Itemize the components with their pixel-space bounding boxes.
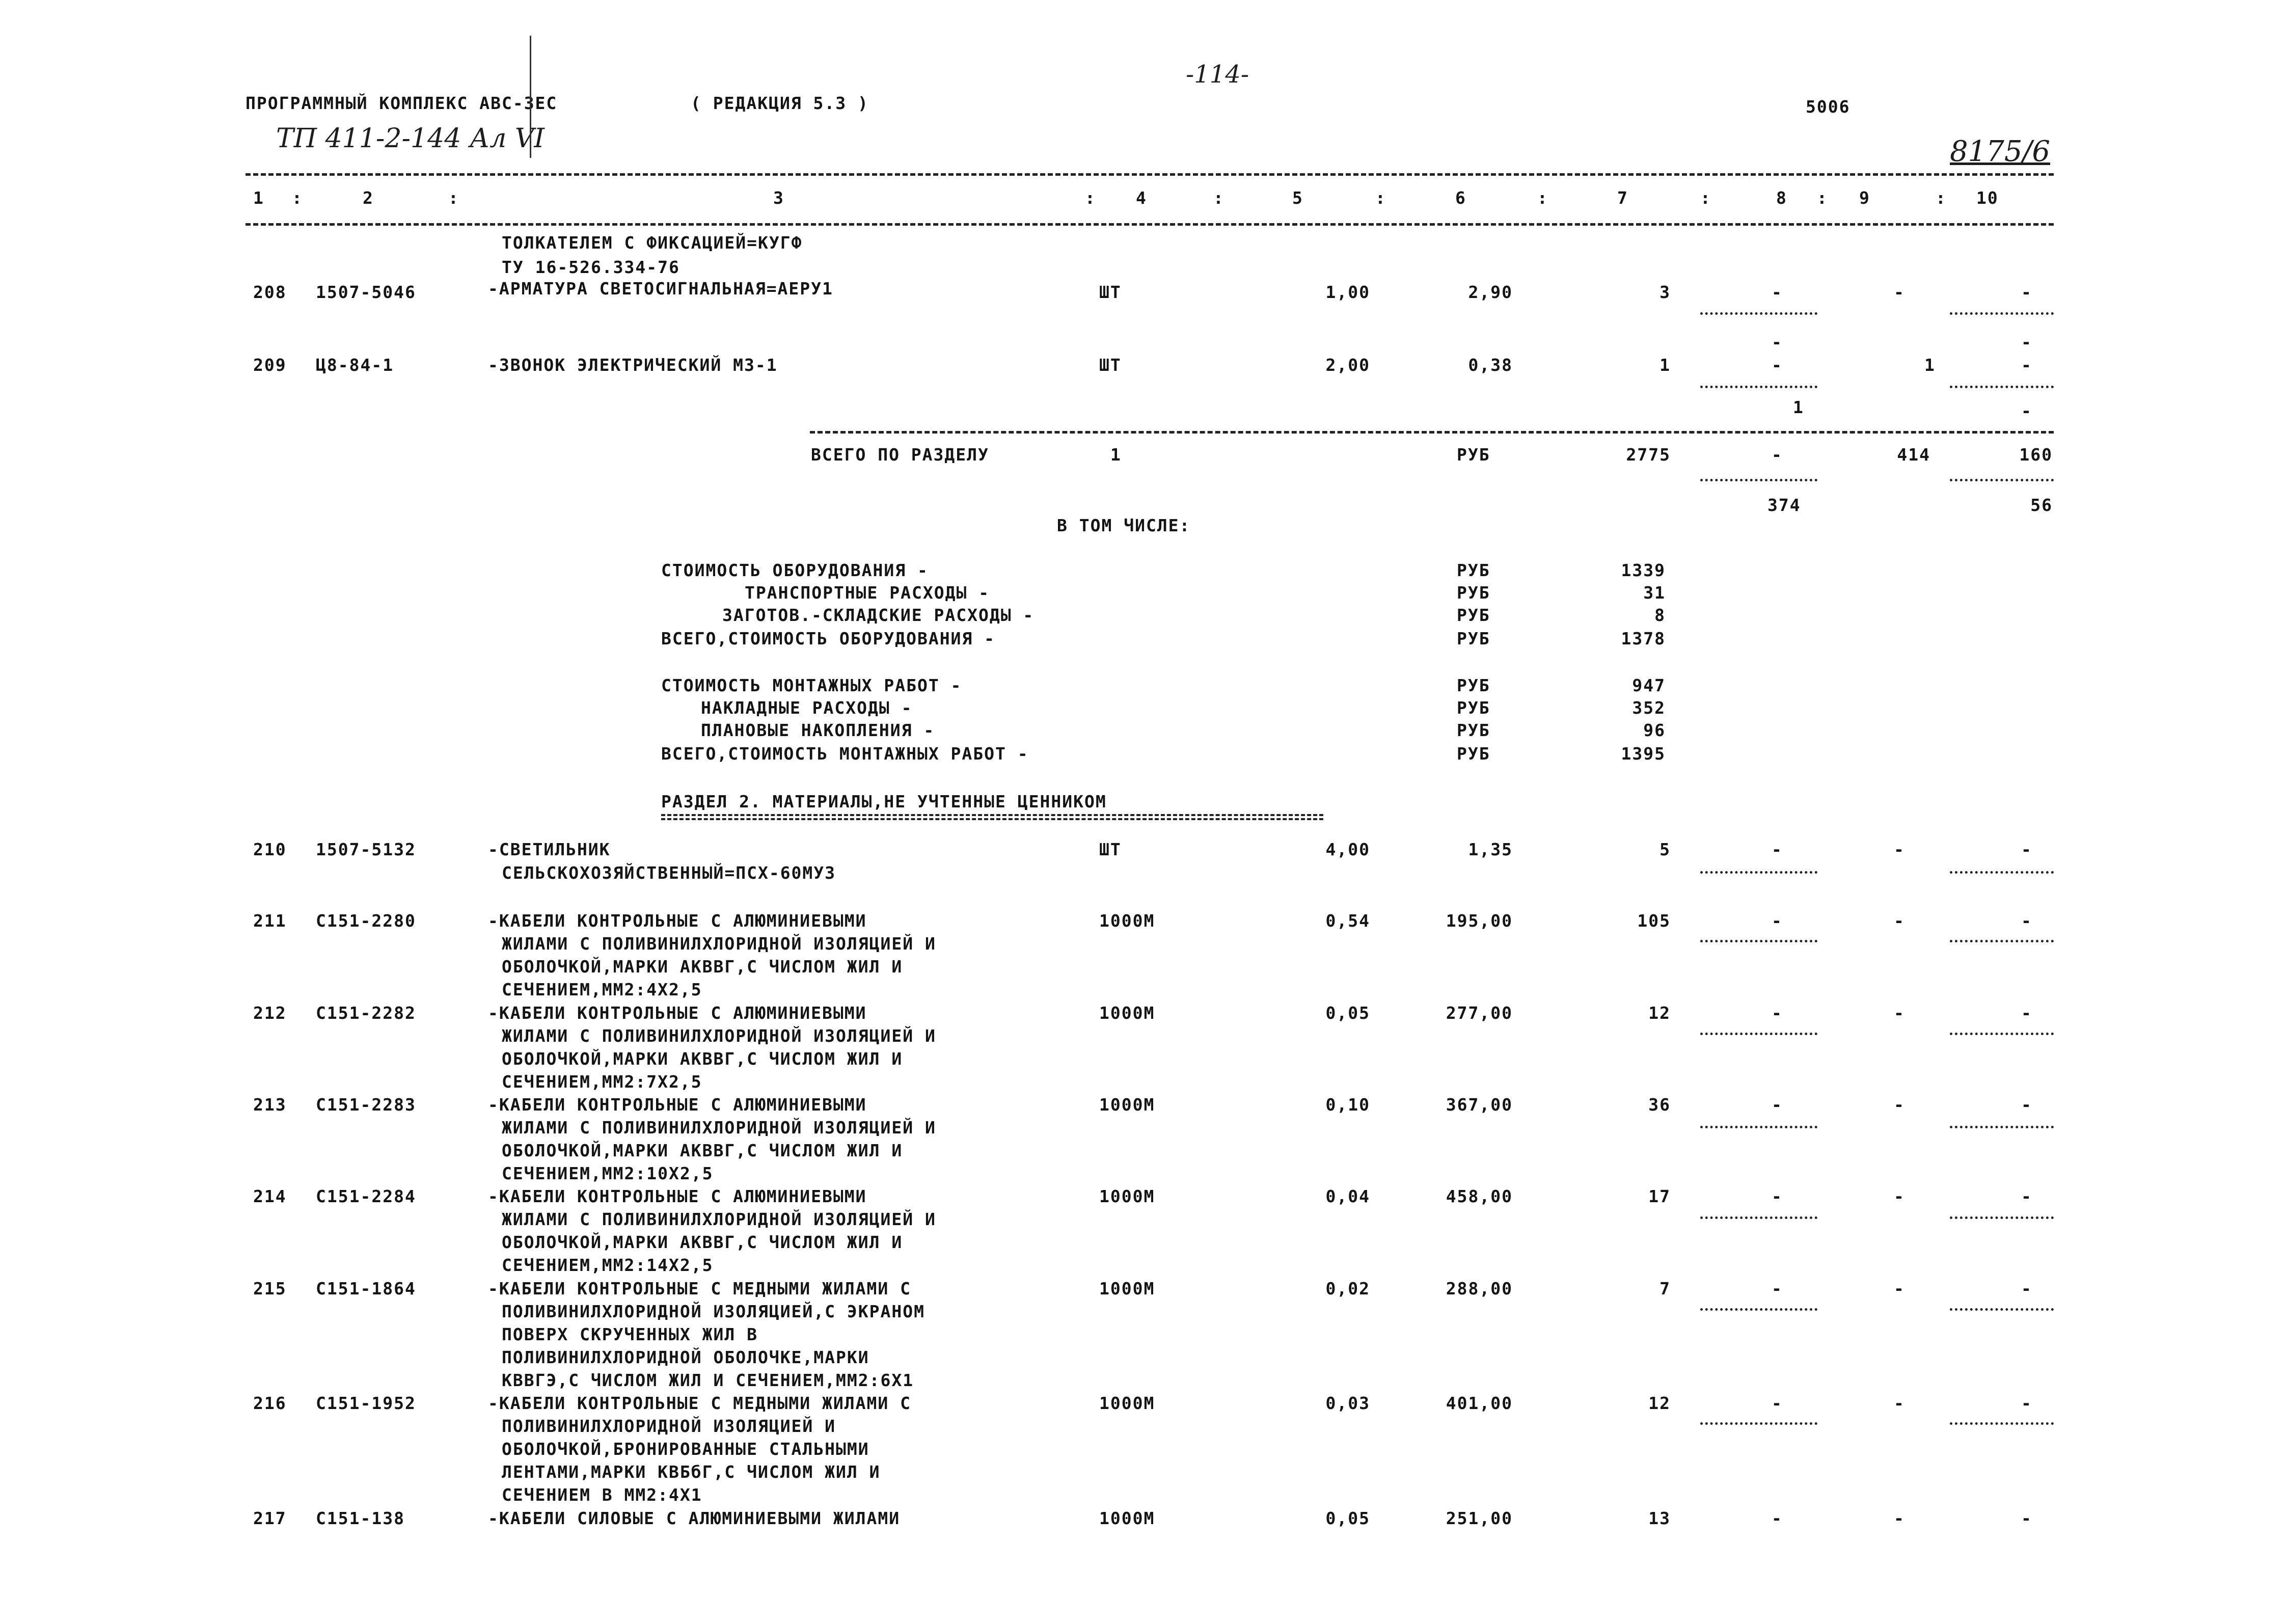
section-total-number: 1 (1110, 445, 1122, 465)
item-price: 288,00 (1446, 1279, 1513, 1298)
subrule (1700, 1308, 1817, 1311)
section-col10-sub: 56 (2030, 495, 2053, 515)
col-num: 2 (363, 188, 374, 208)
item-name-line: ОБОЛОЧКОЙ,МАРКИ АКВВГ,С ЧИСЛОМ ЖИЛ И (502, 1141, 903, 1160)
subrule (1950, 1216, 2054, 1219)
total-rule (810, 431, 2054, 434)
summary-value: 1339 (1621, 560, 1666, 580)
item-unit: ШТ (1099, 355, 1122, 375)
item-name-line: ПОЛИВИНИЛХЛОРИДНОЙ ИЗОЛЯЦИЕЙ,С ЭКРАНОМ (502, 1302, 925, 1321)
item-unit: ШТ (1099, 282, 1122, 302)
row-number: 212 (253, 1003, 287, 1023)
item-code: 1507-5046 (316, 282, 416, 302)
item-code: Ц8-84-1 (316, 355, 394, 375)
including-label: В ТОМ ЧИСЛЕ: (1057, 516, 1191, 535)
item-total: 105 (1637, 911, 1671, 931)
item-code: 1507-5132 (316, 840, 416, 859)
row-number: 215 (253, 1279, 287, 1298)
item-qty: 1,00 (1325, 282, 1370, 302)
item-name-line: СЕЧЕНИЕМ,ММ2:14Х2,5 (502, 1255, 714, 1275)
col-sep: : (1537, 188, 1548, 208)
summary-unit: РУБ (1457, 629, 1490, 648)
summary-unit: РУБ (1457, 698, 1490, 718)
col-num: 8 (1776, 188, 1787, 208)
item-name-line: ЖИЛАМИ С ПОЛИВИНИЛХЛОРИДНОЙ ИЗОЛЯЦИЕЙ И (502, 1026, 936, 1046)
subrule (1700, 386, 1817, 388)
item-name-line: СЕЧЕНИЕМ,ММ2:10Х2,5 (502, 1163, 714, 1183)
col8-sub: 1 (1793, 397, 1803, 417)
item-unit: 1000М (1099, 1186, 1155, 1206)
item-total: 5 (1659, 840, 1671, 859)
item-name-line: ПОВЕРХ СКРУЧЕННЫХ ЖИЛ В (502, 1324, 758, 1344)
item-name-line: ОБОЛОЧКОЙ,МАРКИ АКВВГ,С ЧИСЛОМ ЖИЛ И (502, 1049, 903, 1069)
col9-value: - (1894, 911, 1904, 931)
section-col8: - (1772, 445, 1782, 465)
row-number: 217 (253, 1508, 287, 1528)
col9-value: - (1894, 282, 1904, 302)
sheet-reference: 8175/6 (1950, 135, 2051, 168)
item-unit: 1000М (1099, 1508, 1155, 1528)
col8-value: - (1772, 1095, 1782, 1115)
col8-value: - (1772, 1393, 1782, 1413)
summary-label: ТРАНСПОРТНЫЕ РАСХОДЫ - (745, 583, 990, 603)
item-qty: 0,02 (1325, 1279, 1370, 1298)
item-name-line: СЕЧЕНИЕМ В ММ2:4Х1 (502, 1485, 702, 1505)
summary-value: 352 (1632, 698, 1666, 718)
project-code: ТП 411-2-144 Ал VI (276, 123, 545, 154)
item-total: 12 (1648, 1393, 1671, 1413)
item-name-line: ПОЛИВИНИЛХЛОРИДНОЙ ОБОЛОЧКЕ,МАРКИ (502, 1347, 869, 1367)
item-total: 13 (1648, 1508, 1671, 1528)
col10-value: - (2021, 840, 2031, 859)
summary-unit: РУБ (1457, 560, 1490, 580)
summary-value: 8 (1654, 605, 1666, 625)
section-col10: 160 (2019, 445, 2053, 465)
item-name-line: ОБОЛОЧКОЙ,МАРКИ АКВВГ,С ЧИСЛОМ ЖИЛ И (502, 1232, 903, 1252)
col-sep: : (1085, 188, 1096, 208)
row-number: 214 (253, 1186, 287, 1206)
item-code: С151-2280 (316, 911, 416, 931)
item-qty: 2,00 (1325, 355, 1370, 375)
col-num: 4 (1136, 188, 1147, 208)
carry-over-line: ТОЛКАТЕЛЕМ С ФИКСАЦИЕЙ=КУГФ (502, 233, 803, 253)
item-price: 367,00 (1446, 1095, 1513, 1115)
item-name-line: -КАБЕЛИ КОНТРОЛЬНЫЕ С МЕДНЫМИ ЖИЛАМИ С (488, 1279, 911, 1298)
summary-label: ПЛАНОВЫЕ НАКОПЛЕНИЯ - (701, 720, 935, 740)
item-name-line: -КАБЕЛИ СИЛОВЫЕ С АЛЮМИНИЕВЫМИ ЖИЛАМИ (488, 1508, 901, 1528)
item-name-line: КВВГЭ,С ЧИСЛОМ ЖИЛ И СЕЧЕНИЕМ,ММ2:6Х1 (502, 1370, 914, 1390)
section-total-label: ВСЕГО ПО РАЗДЕЛУ (811, 445, 989, 465)
header-rule-bottom (246, 223, 2054, 226)
col10-value: - (2021, 1186, 2031, 1206)
row-number: 213 (253, 1095, 287, 1115)
item-name-line: -КАБЕЛИ КОНТРОЛЬНЫЕ С МЕДНЫМИ ЖИЛАМИ С (488, 1393, 911, 1413)
item-name-line: -КАБЕЛИ КОНТРОЛЬНЫЕ С АЛЮМИНИЕВЫМИ (488, 1095, 867, 1115)
item-name-line: -КАБЕЛИ КОНТРОЛЬНЫЕ С АЛЮМИНИЕВЫМИ (488, 1186, 867, 1206)
col8-value: - (1772, 1003, 1782, 1023)
subrule (1950, 1422, 2054, 1425)
program-edition: ( РЕДАКЦИЯ 5.3 ) (691, 93, 869, 113)
subrule (1950, 1308, 2054, 1311)
item-name-line: -КАБЕЛИ КОНТРОЛЬНЫЕ С АЛЮМИНИЕВЫМИ (488, 1003, 867, 1023)
col-num: 6 (1455, 188, 1466, 208)
section-total-unit: РУБ (1457, 445, 1490, 465)
item-name-line: ОБОЛОЧКОЙ,БРОНИРОВАННЫЕ СТАЛЬНЫМИ (502, 1439, 869, 1459)
col9-value: 1 (1924, 355, 1935, 375)
summary-unit: РУБ (1457, 720, 1490, 740)
summary-value: 947 (1632, 675, 1666, 695)
row-number: 209 (253, 355, 287, 375)
item-unit: ШТ (1099, 840, 1122, 859)
col10-sub: - (2021, 401, 2031, 421)
item-name-line: ЖИЛАМИ С ПОЛИВИНИЛХЛОРИДНОЙ ИЗОЛЯЦИЕЙ И (502, 1118, 936, 1138)
subrule (1950, 312, 2054, 315)
row-number: 208 (253, 282, 287, 302)
item-price: 277,00 (1446, 1003, 1513, 1023)
item-qty: 0,10 (1325, 1095, 1370, 1115)
item-total: 3 (1659, 282, 1671, 302)
item-name-line: -СВЕТИЛЬНИК (488, 840, 611, 859)
subrule (1950, 386, 2054, 388)
col8-upper: - (1772, 332, 1782, 352)
summary-value: 1378 (1621, 629, 1666, 648)
col-num: 1 (253, 188, 264, 208)
item-name-line: СЕЧЕНИЕМ,ММ2:4Х2,5 (502, 980, 702, 999)
item-code: С151-138 (316, 1508, 405, 1528)
item-qty: 0,05 (1325, 1003, 1370, 1023)
item-name-line: ОБОЛОЧКОЙ,МАРКИ АКВВГ,С ЧИСЛОМ ЖИЛ И (502, 957, 903, 977)
item-qty: 0,05 (1325, 1508, 1370, 1528)
item-name-line: -КАБЕЛИ КОНТРОЛЬНЫЕ С АЛЮМИНИЕВЫМИ (488, 911, 867, 931)
item-total: 36 (1648, 1095, 1671, 1115)
col8-value: - (1772, 1186, 1782, 1206)
col8-value: - (1772, 911, 1782, 931)
summary-value: 1395 (1621, 744, 1666, 764)
col-sep: : (1375, 188, 1386, 208)
summary-unit: РУБ (1457, 744, 1490, 764)
item-name-line: ПОЛИВИНИЛХЛОРИДНОЙ ИЗОЛЯЦИЕЙ И (502, 1416, 836, 1436)
item-total: 1 (1659, 355, 1671, 375)
subrule (1700, 312, 1817, 315)
col-sep: : (448, 188, 459, 208)
section-total-value: 2775 (1626, 445, 1671, 465)
section-col9: 414 (1897, 445, 1930, 465)
item-code: С151-2282 (316, 1003, 416, 1023)
col10-value: - (2021, 355, 2031, 375)
col-sep: : (1700, 188, 1711, 208)
item-code: С151-2284 (316, 1186, 416, 1206)
summary-label: СТОИМОСТЬ ОБОРУДОВАНИЯ - (661, 560, 929, 580)
item-code: С151-1864 (316, 1279, 416, 1298)
col10-value: - (2021, 1279, 2031, 1298)
col8-value: - (1772, 1279, 1782, 1298)
item-unit: 1000М (1099, 1393, 1155, 1413)
item-code: С151-2283 (316, 1095, 416, 1115)
col10-value: - (2021, 1003, 2031, 1023)
summary-label: ВСЕГО,СТОИМОСТЬ ОБОРУДОВАНИЯ - (661, 629, 996, 648)
item-qty: 4,00 (1325, 840, 1370, 859)
header-rule-top (246, 173, 2054, 176)
subrule (1700, 1126, 1817, 1128)
subrule (1700, 1033, 1817, 1035)
col9-value: - (1894, 1186, 1904, 1206)
col-num: 5 (1292, 188, 1303, 208)
summary-value: 31 (1643, 583, 1666, 603)
item-unit: 1000М (1099, 911, 1155, 931)
col-sep: : (292, 188, 303, 208)
item-name-line: ЖИЛАМИ С ПОЛИВИНИЛХЛОРИДНОЙ ИЗОЛЯЦИЕЙ И (502, 934, 936, 954)
summary-value: 96 (1643, 720, 1666, 740)
col-num: 7 (1617, 188, 1628, 208)
item-name-line: ЛЕНТАМИ,МАРКИ КВБбГ,С ЧИСЛОМ ЖИЛ И (502, 1462, 881, 1482)
col9-value: - (1894, 1095, 1904, 1115)
section-heading: РАЗДЕЛ 2. МАТЕРИАЛЫ,НЕ УЧТЕННЫЕ ЦЕННИКОМ (661, 792, 1107, 811)
item-price: 458,00 (1446, 1186, 1513, 1206)
col-num: 9 (1859, 188, 1870, 208)
col-sep: : (1213, 188, 1224, 208)
col10-value: - (2021, 1508, 2031, 1528)
col9-value: - (1894, 1279, 1904, 1298)
item-price: 0,38 (1468, 355, 1513, 375)
summary-unit: РУБ (1457, 675, 1490, 695)
item-price: 1,35 (1468, 840, 1513, 859)
carry-over-line: ТУ 16-526.334-76 (502, 257, 680, 277)
summary-label: СТОИМОСТЬ МОНТАЖНЫХ РАБОТ - (661, 675, 962, 695)
col10-value: - (2021, 1393, 2031, 1413)
subrule (1700, 871, 1817, 874)
subrule (1950, 940, 2054, 942)
subrule (1950, 1126, 2054, 1128)
item-code: С151-1952 (316, 1393, 416, 1413)
item-price: 2,90 (1468, 282, 1513, 302)
col9-value: - (1894, 840, 1904, 859)
col9-value: - (1894, 1393, 1904, 1413)
col10-value: - (2021, 911, 2031, 931)
margin-mark (530, 36, 531, 158)
item-unit: 1000М (1099, 1003, 1155, 1023)
section-col8-sub: 374 (1767, 495, 1801, 515)
item-price: 401,00 (1446, 1393, 1513, 1413)
subrule (1700, 479, 1817, 481)
item-price: 195,00 (1446, 911, 1513, 931)
item-name-line: ЖИЛАМИ С ПОЛИВИНИЛХЛОРИДНОЙ ИЗОЛЯЦИЕЙ И (502, 1209, 936, 1229)
col8-value: - (1772, 282, 1782, 302)
row-number: 210 (253, 840, 287, 859)
summary-unit: РУБ (1457, 583, 1490, 603)
item-unit: 1000М (1099, 1279, 1155, 1298)
row-number: 211 (253, 911, 287, 931)
subrule (1950, 1033, 2054, 1035)
section-heading-underline (661, 814, 1323, 820)
col10-value: - (2021, 1095, 2031, 1115)
subrule (1950, 871, 2054, 874)
subrule (1700, 940, 1817, 942)
col-sep: : (1936, 188, 1947, 208)
col10-value: - (2021, 282, 2031, 302)
summary-unit: РУБ (1457, 605, 1490, 625)
col-num: 3 (773, 188, 784, 208)
subrule (1950, 479, 2054, 481)
page-number: -114- (1186, 60, 1249, 89)
doc-code: 5006 (1806, 97, 1850, 117)
col8-value: - (1772, 1508, 1782, 1528)
col-num: 10 (1976, 188, 1999, 208)
item-total: 7 (1659, 1279, 1671, 1298)
item-qty: 0,04 (1325, 1186, 1370, 1206)
col8-value: - (1772, 355, 1782, 375)
row-number: 216 (253, 1393, 287, 1413)
col10-upper: - (2021, 332, 2031, 352)
item-price: 251,00 (1446, 1508, 1513, 1528)
item-qty: 0,54 (1325, 911, 1370, 931)
item-unit: 1000М (1099, 1095, 1155, 1115)
item-qty: 0,03 (1325, 1393, 1370, 1413)
item-total: 12 (1648, 1003, 1671, 1023)
item-name-line: СЕЛЬСКОХОЗЯЙСТВЕННЫЙ=ПСХ-60МУЗ (502, 863, 836, 883)
col-sep: : (1817, 188, 1828, 208)
program-name: ПРОГРАММНЫЙ КОМПЛЕКС АВС-ЗЕС (246, 93, 558, 113)
summary-label: ЗАГОТОВ.-СКЛАДСКИЕ РАСХОДЫ - (722, 605, 1035, 625)
summary-label: ВСЕГО,СТОИМОСТЬ МОНТАЖНЫХ РАБОТ - (661, 744, 1029, 764)
item-name-line: СЕЧЕНИЕМ,ММ2:7Х2,5 (502, 1072, 702, 1092)
subrule (1700, 1422, 1817, 1425)
item-total: 17 (1648, 1186, 1671, 1206)
item-name: -ЗВОНОК ЭЛЕКТРИЧЕСКИЙ МЗ-1 (488, 355, 778, 375)
col8-value: - (1772, 840, 1782, 859)
col9-value: - (1894, 1003, 1904, 1023)
col9-value: - (1894, 1508, 1904, 1528)
summary-label: НАКЛАДНЫЕ РАСХОДЫ - (701, 698, 913, 718)
subrule (1700, 1216, 1817, 1219)
item-name: -АРМАТУРА СВЕТОСИГНАЛЬНАЯ=АЕРУ1 (488, 279, 833, 299)
